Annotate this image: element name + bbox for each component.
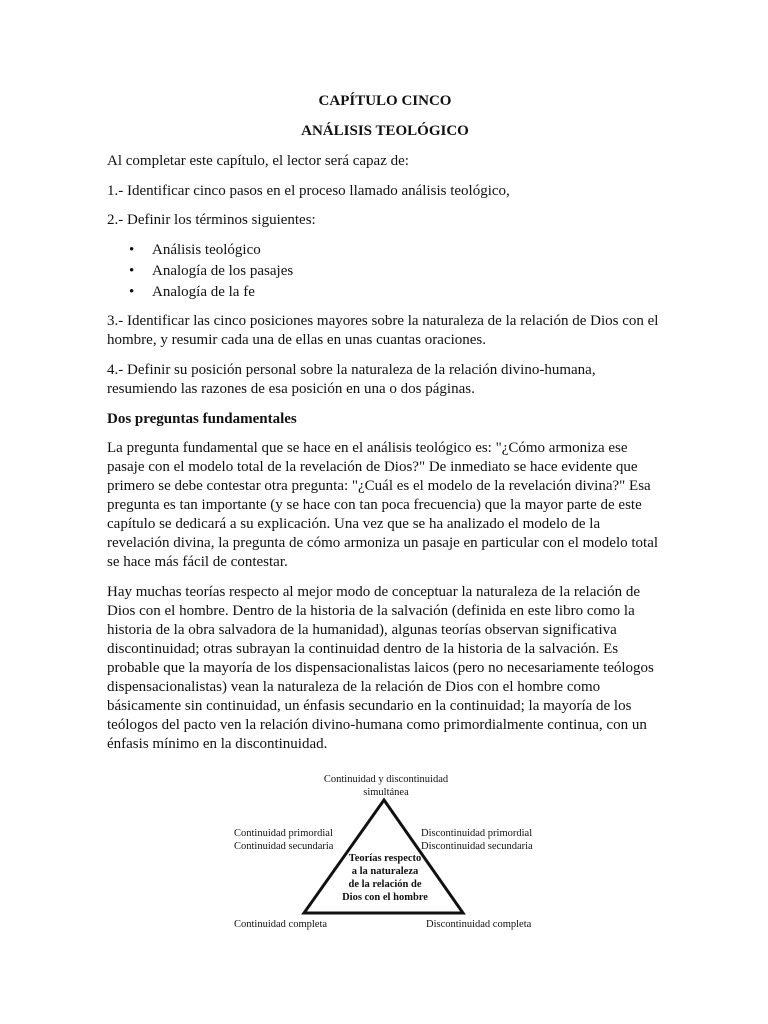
- paragraph-line: La pregunta fundamental que se hace en el análisis teológico es: "¿Cómo armoniza ese: [107, 440, 628, 456]
- paragraph-line: dispensacionalistas) vean la naturaleza de la relación de Dios con el hombre como: [107, 679, 601, 695]
- bottom-left-label: Continuidad completa: [234, 919, 328, 930]
- paragraph-line: probable que la mayoría de los dispensacionalistas laicos (pero no necesariamente teólogos: [107, 660, 654, 676]
- bullet-icon: •: [129, 263, 135, 279]
- paragraph-line: teólogos del pacto ven la relación divino-humana como primordialmente continua, con un: [107, 717, 647, 733]
- chapter-title: CAPÍTULO CINCO: [318, 93, 452, 109]
- chapter-subtitle: ANÁLISIS TEOLÓGICO: [301, 123, 469, 139]
- paragraph-line: historia de la obra salvadora de la humanidad), algunas teorías observan significativa: [107, 622, 617, 638]
- paragraph-line: pasaje con el modelo total de la revelación de Dios?" De inmediato se hace evidente que: [107, 459, 638, 475]
- paragraph-line: básicamente sin continuidad, un énfasis secundario en la continuidad; la mayoría de los: [107, 698, 632, 714]
- right-upper-label: Discontinuidad primordial: [421, 828, 533, 839]
- center-label-line: de la relación de: [348, 879, 422, 890]
- intro-text: Al completar este capítulo, el lector será capaz de:: [107, 153, 409, 169]
- center-label-line: Dios con el hombre: [342, 892, 428, 903]
- objective-3-line: 3.- Identificar las cinco posiciones mayores sobre la naturaleza de la relación de Dios con el: [107, 313, 659, 329]
- objective-1: 1.- Identificar cinco pasos en el proceso llamado análisis teológico,: [107, 183, 510, 199]
- term-label: Análisis teológico: [152, 242, 261, 258]
- paragraph-line: se hace más fácil de contestar.: [107, 554, 288, 570]
- right-upper-label: Discontinuidad secundaria: [421, 841, 533, 852]
- bullet-icon: •: [129, 284, 135, 300]
- paragraph-line: énfasis mínimo en la discontinuidad.: [107, 736, 328, 752]
- paragraph-line: Hay muchas teorías respecto al mejor modo de conceptuar la naturaleza de la relación de: [107, 584, 641, 600]
- objective-4-line: resumiendo las razones de esa posición en una o dos páginas.: [107, 381, 475, 397]
- top-label-line: simultánea: [363, 787, 409, 798]
- paragraph-line: discontinuidad; otras subrayan la continuidad dentro de la historia de la salvación. Es: [107, 641, 619, 657]
- center-label-line: a la naturaleza: [351, 866, 419, 877]
- center-label-line: Teorías respecto: [348, 853, 422, 864]
- paragraph-line: Dios con el hombre. Dentro de la historia de la salvación (definida en este libro como la: [107, 603, 635, 619]
- term-label: Analogía de los pasajes: [152, 263, 294, 279]
- top-label-line: Continuidad y discontinuidad: [323, 774, 449, 785]
- left-upper-label: Continuidad secundaria: [234, 841, 334, 852]
- objective-3-line: hombre, y resumir cada una de ellas en unas cuantas oraciones.: [107, 332, 487, 348]
- left-upper-label: Continuidad primordial: [234, 828, 333, 839]
- list-item: [107, 240, 293, 261]
- list-item: [107, 282, 293, 303]
- paragraph-line: pregunta es tan importante (y se hace con tan poca frecuencia) que la mayor parte de este: [107, 497, 642, 513]
- paragraph-line: primero se debe contestar otra pregunta: "¿Cuál es el modelo de la revelación divina?" Esa: [107, 478, 651, 494]
- theories-triangle-diagram: [232, 770, 537, 940]
- paragraph-line: revelación divina, la pregunta de cómo armoniza un pasaje en particular con el modelo total: [107, 535, 659, 551]
- section-heading: Dos preguntas fundamentales: [107, 411, 297, 427]
- objective-2: 2.- Definir los términos siguientes:: [107, 212, 316, 228]
- term-label: Analogía de la fe: [152, 284, 255, 300]
- terms-list: [107, 240, 293, 303]
- list-item: [107, 261, 293, 282]
- bullet-icon: •: [129, 242, 135, 258]
- objective-4-line: 4.- Definir su posición personal sobre la naturaleza de la relación divino-humana,: [107, 362, 596, 378]
- paragraph-line: capítulo se dedicará a su explicación. Una vez que se ha analizado el modelo de la: [107, 516, 601, 532]
- bottom-right-label: Discontinuidad completa: [426, 919, 532, 930]
